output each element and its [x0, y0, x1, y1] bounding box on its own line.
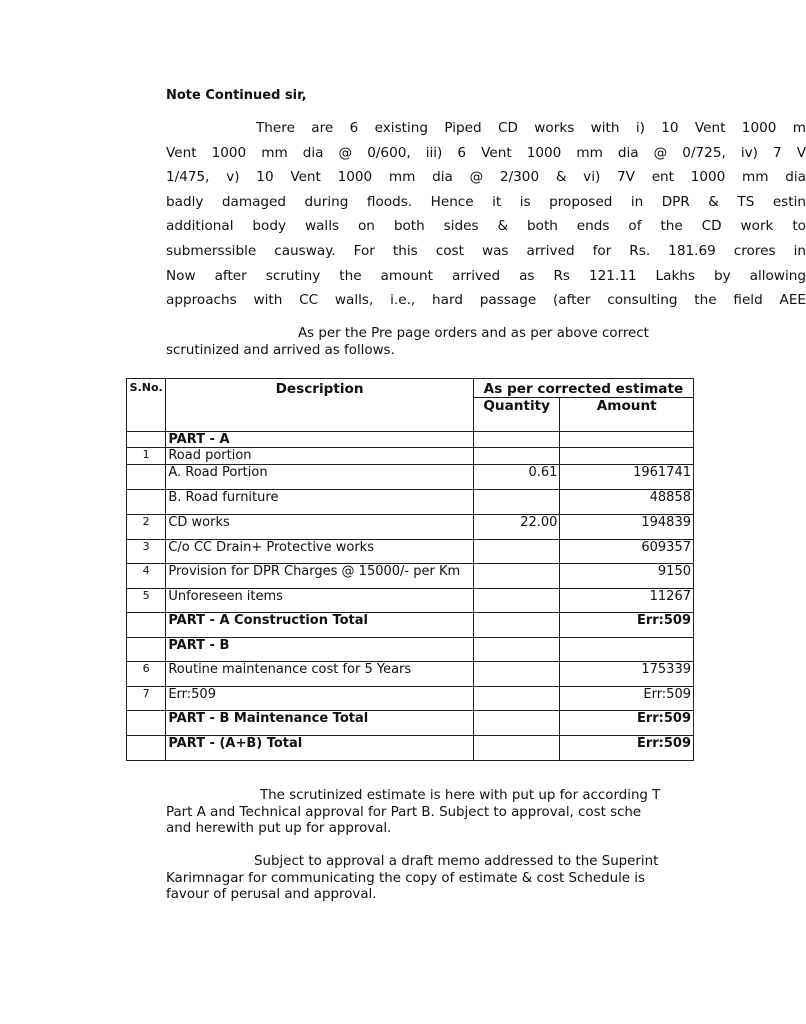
table-row [127, 638, 694, 662]
row-amount: 175339 [560, 662, 694, 687]
paragraph-line: favour of perusal and approval. [166, 887, 377, 902]
table-row [127, 736, 694, 761]
row-description: Road portion [166, 448, 474, 465]
row-sno [127, 490, 166, 515]
estimate-table [126, 378, 694, 761]
paragraph-line: and herewith put up for approval. [166, 821, 392, 836]
table-row [127, 662, 694, 687]
row-sno [127, 432, 166, 448]
row-description: PART - B Maintenance Total [166, 711, 474, 736]
table-row [127, 448, 694, 465]
paragraph-line: approachs with CC walls, i.e., hard passage (after consulting the field AEE [166, 292, 806, 309]
row-amount [560, 432, 694, 448]
table-row [127, 540, 694, 564]
paragraph-line: The scrutinized estimate is here with put up for according T [260, 788, 661, 803]
scrutiny-paragraph [166, 325, 649, 359]
row-amount: Err:509 [560, 736, 694, 761]
row-quantity [473, 613, 560, 638]
paragraph-line: Karimnagar for communicating the copy of estimate & cost Schedule is [166, 870, 646, 886]
paragraph-line: Part A and Technical approval for Part B. Subject to approval, cost sche [166, 804, 642, 820]
intro-paragraph [166, 116, 806, 313]
table-row [127, 432, 694, 448]
table-row [127, 490, 694, 515]
row-amount: Err:509 [560, 711, 694, 736]
note-heading: Note Continued sir, [166, 88, 307, 103]
row-quantity [473, 687, 560, 711]
row-quantity [473, 736, 560, 761]
approval-paragraph [166, 788, 660, 838]
row-amount [560, 448, 694, 465]
table-row [127, 687, 694, 711]
row-amount: 609357 [560, 540, 694, 564]
table-row [127, 613, 694, 638]
row-description: Routine maintenance cost for 5 Years [166, 662, 474, 687]
row-amount: 9150 [560, 564, 694, 589]
amount-header: Amount [560, 398, 694, 431]
row-sno [127, 465, 166, 490]
paragraph-line: Vent 1000 mm dia @ 0/600, iii) 6 Vent 1000 mm dia @ 0/725, iv) 7 V [166, 144, 806, 161]
row-sno: 1 [127, 448, 166, 465]
row-description: Provision for DPR Charges @ 15000/- per Km [166, 564, 474, 589]
row-quantity [473, 540, 560, 564]
paragraph-line: scrutinized and arrived as follows. [166, 343, 395, 358]
row-sno: 6 [127, 662, 166, 687]
row-quantity [473, 638, 560, 662]
row-amount: 48858 [560, 490, 694, 515]
row-sno [127, 736, 166, 761]
table-row [127, 564, 694, 589]
row-sno: 5 [127, 589, 166, 613]
description-header: Description [166, 379, 474, 432]
row-sno [127, 638, 166, 662]
row-amount: 194839 [560, 515, 694, 540]
row-quantity [473, 432, 560, 448]
row-description: PART - A [166, 432, 474, 448]
row-quantity: 0.61 [473, 465, 560, 490]
row-description: A. Road Portion [166, 465, 474, 490]
paragraph-line: badly damaged during floods. Hence it is proposed in DPR & TS estin [166, 193, 806, 210]
table-row [127, 515, 694, 540]
row-quantity [473, 448, 560, 465]
table-row [127, 589, 694, 613]
row-sno [127, 711, 166, 736]
quantity-header: Quantity [473, 398, 560, 431]
row-description: C/o CC Drain+ Protective works [166, 540, 474, 564]
row-amount: Err:509 [560, 687, 694, 711]
row-quantity [473, 564, 560, 589]
table-row [127, 711, 694, 736]
memo-paragraph [166, 854, 658, 904]
row-quantity: 22.00 [473, 515, 560, 540]
paragraph-line: Subject to approval a draft memo addressed to the Superint [254, 854, 659, 869]
row-quantity [473, 711, 560, 736]
paragraph-line: submerssible causway. For this cost was arrived for Rs. 181.69 crores in [166, 242, 806, 259]
row-amount: Err:509 [560, 613, 694, 638]
row-description: CD works [166, 515, 474, 540]
row-description: PART - B [166, 638, 474, 662]
row-sno: 3 [127, 540, 166, 564]
sno-header: S.No. [127, 379, 166, 432]
row-amount: 11267 [560, 589, 694, 613]
row-sno [127, 613, 166, 638]
paragraph-line: As per the Pre page orders and as per above correct [298, 326, 649, 341]
row-description: PART - A Construction Total [166, 613, 474, 638]
table-header-row [127, 379, 694, 398]
row-amount [560, 638, 694, 662]
row-sno: 7 [127, 687, 166, 711]
row-description: Err:509 [166, 687, 474, 711]
row-amount: 1961741 [560, 465, 694, 490]
paragraph-line: There are 6 existing Piped CD works with i) 10 Vent 1000 m [256, 120, 806, 136]
row-description: PART - (A+B) Total [166, 736, 474, 761]
row-quantity [473, 589, 560, 613]
row-sno: 4 [127, 564, 166, 589]
paragraph-line: additional body walls on both sides & both ends of the CD work to [166, 218, 806, 235]
row-description: B. Road furniture [166, 490, 474, 515]
row-description: Unforeseen items [166, 589, 474, 613]
table-row [127, 465, 694, 490]
row-sno: 2 [127, 515, 166, 540]
row-quantity [473, 662, 560, 687]
paragraph-line: Now after scrutiny the amount arrived as Rs 121.11 Lakhs by allowing [166, 267, 806, 284]
corrected-estimate-header: As per corrected estimate [473, 379, 693, 398]
paragraph-line: 1/475, v) 10 Vent 1000 mm dia @ 2/300 & vi) 7V ent 1000 mm dia [166, 169, 806, 186]
row-quantity [473, 490, 560, 515]
